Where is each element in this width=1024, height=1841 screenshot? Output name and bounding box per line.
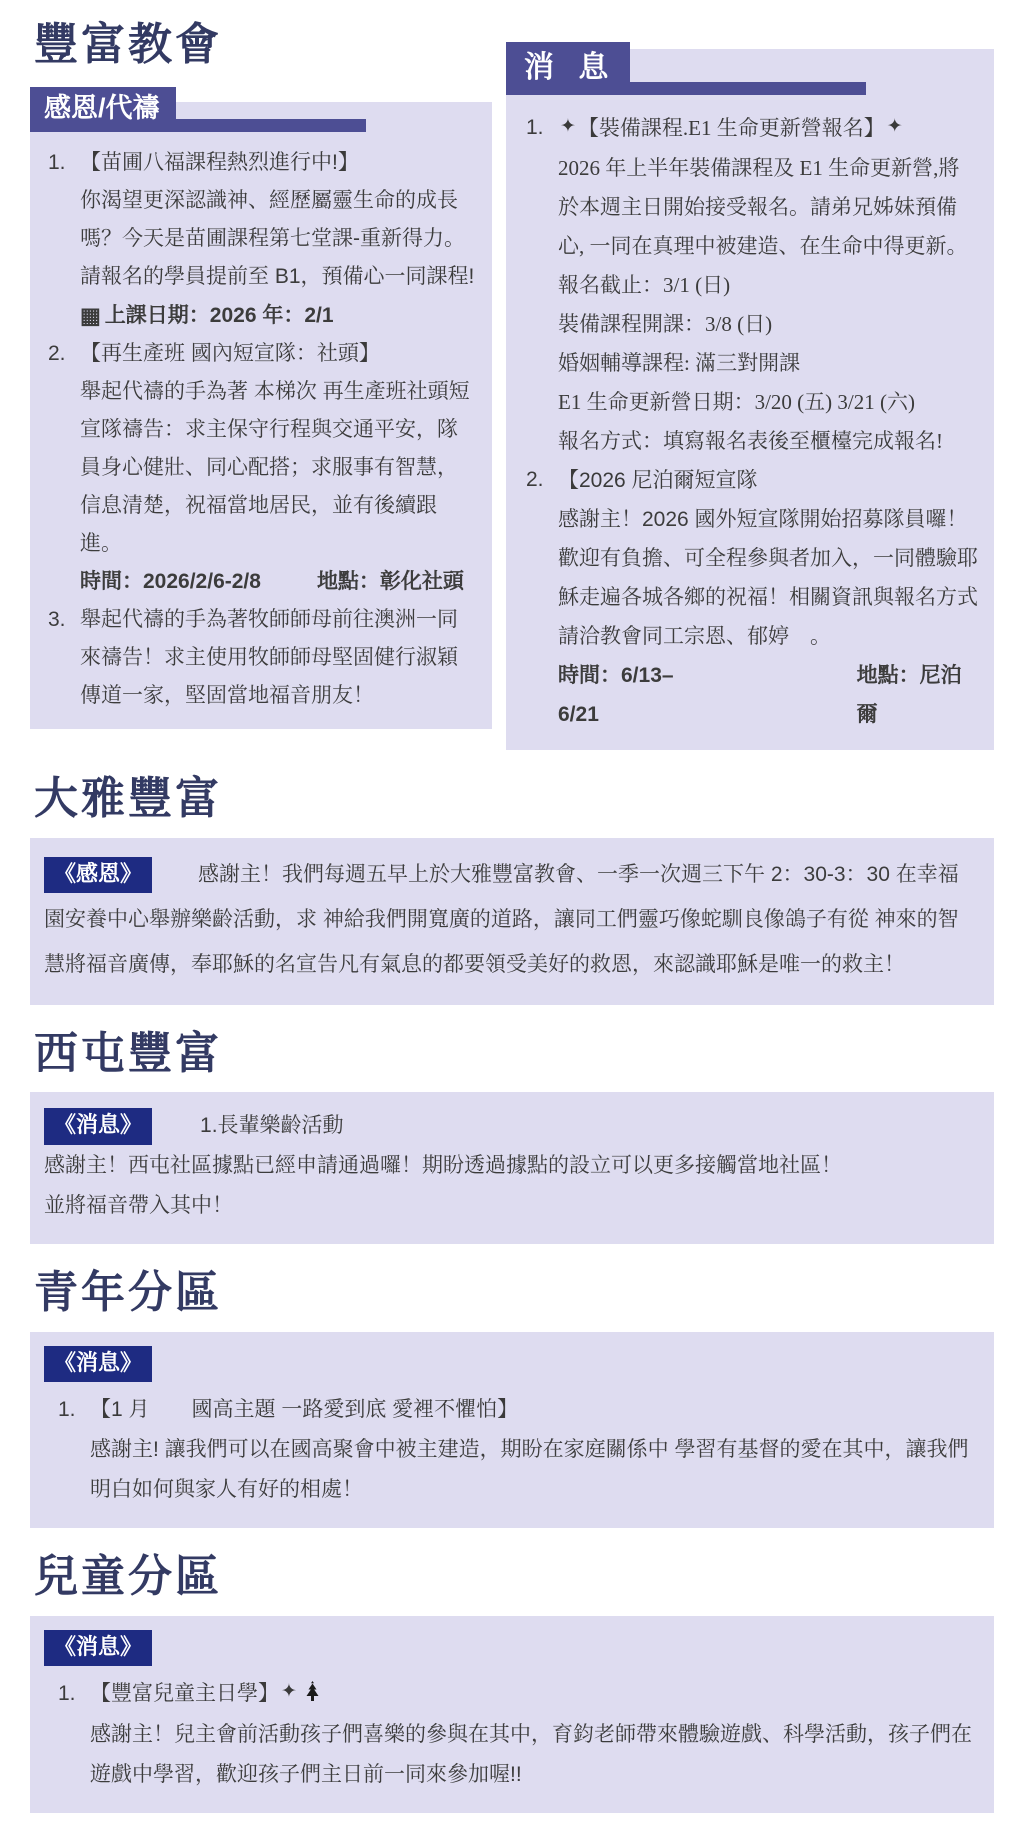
item-body: 舉起代禱的手為著 本梯次 再生產班社頭短宣隊禱告：求主保守行程與交通平安，隊員身心健壯、同心配搭；求服事有智慧，信息清楚，祝福當地居民，並有後續跟進。: [80, 380, 470, 556]
sparkles-icon: ✦: [560, 116, 576, 137]
section-title: 青年分區: [34, 1268, 222, 1318]
item-title-text: 【裝備課程.E1 生命更新營報名】: [577, 116, 885, 140]
news-header-row: [506, 42, 994, 95]
list-item: [44, 1674, 976, 1795]
christmas-tree-icon: [303, 1681, 322, 1703]
news-badge: 《消息》: [44, 1630, 152, 1666]
list-item: [512, 461, 982, 734]
item-number: 1.: [526, 116, 544, 139]
xitun-panel: [30, 1092, 994, 1244]
sparkles-icon: ✦: [281, 1681, 297, 1703]
item-number: 3.: [48, 608, 66, 632]
item-body: 感謝主！2026 國外短宣隊開始招募隊員囉！歡迎有負擔、可全程參與者加入，一同體驗耶穌走遍各城各鄉的祝福！相關資訊與報名方式請洽教會同工宗恩、郁婷 。: [558, 508, 978, 648]
thanks-panel: [30, 102, 492, 729]
calendar-icon: ▦: [80, 303, 101, 329]
item-title: [558, 109, 978, 149]
section-news: [506, 42, 994, 750]
list-item: [44, 1390, 976, 1510]
section-title: 兒童分區: [34, 1552, 222, 1602]
list-item: [512, 109, 982, 461]
thanks-header: 感恩/代禱: [30, 87, 176, 133]
youth-panel: [30, 1332, 994, 1528]
class-date-line: [80, 296, 478, 335]
item-number: 1.: [58, 1398, 76, 1422]
thanks-header-row: [30, 87, 492, 133]
detail-line: 報名方式：填寫報名表後至櫃檯完成報名!: [558, 429, 943, 453]
item-number: 1.: [58, 1682, 76, 1706]
schedule-time: 時間：2026/2/6-2/8: [80, 570, 261, 594]
list-item: [34, 601, 482, 715]
news-badge: 《消息》: [44, 1346, 152, 1382]
xitun-line: 並將福音帶入其中！: [44, 1194, 233, 1218]
item-title: 【1 月 國高主題 一路愛到底 愛裡不懼怕】: [90, 1398, 519, 1422]
xitun-lead: 1.長輩樂齡活動: [200, 1114, 344, 1138]
item-body: 你渴望更深認識神、經歷屬靈生命的成長嗎？今天是苗圃課程第七堂課-重新得力。請報名的學員提前至 B1，預備心一同課程!: [80, 189, 475, 289]
top-columns: [30, 20, 994, 750]
detail-line: 婚姻輔導課程: 滿三對開課: [558, 351, 801, 375]
daya-panel: [30, 838, 994, 1005]
sparkles-icon: ✦: [886, 116, 903, 137]
xitun-line: 感謝主！西屯社區據點已經申請通過囉！期盼透過據點的設立可以更多接觸當地社區！: [44, 1154, 842, 1178]
item-title: 【2026 尼泊爾短宣隊: [558, 469, 758, 492]
schedule-time: 時間：6/13–6/21: [558, 664, 674, 726]
item-body: 感謝主! 讓我們可以在國高聚會中被主建造，期盼在家庭關係中 學習有基督的愛在其中，讓我們明白如何與家人有好的相處！: [90, 1438, 969, 1502]
item-body: 2026 年上半年裝備課程及 E1 生命更新營,將於本週主日開始接受報名。請弟兄姊妹預備心, 一同在真理中被建造、在生命中得更新。: [558, 156, 968, 258]
item-number: 1.: [48, 151, 66, 175]
section-title: 大雅豐富: [34, 774, 222, 823]
item-title-text: 【豐富兒童主日學】: [90, 1682, 279, 1706]
item-body: 感謝主！兒主會前活動孩子們喜樂的參與在其中，育鈞老師帶來體驗遊戲、科學活動，孩子們在遊戲中學習，歡迎孩子們主日前一同來參加喔!!: [90, 1723, 972, 1787]
daya-body: 感謝主！我們每週五早上於大雅豐富教會、一季一次週三下午 2：30-3：30 在幸福園安養中心舉辦樂齡活動，求 神給我們開寬廣的道路，讓同工們靈巧像蛇馴良像鴿子有從 神來的智慧將福音廣傳，奉耶穌的名宣告凡有氣息的都要領受美好的救恩，來認識耶穌是唯一的救主！: [44, 862, 959, 976]
item-number: 2.: [48, 342, 66, 366]
news-header: 消 息: [506, 42, 630, 95]
section-youth: [30, 1268, 994, 1528]
item-number: 2.: [526, 468, 544, 491]
thanks-header-underline-bar: [176, 119, 366, 132]
schedule-line: [80, 563, 478, 601]
schedule-place: 地點：彰化社頭: [316, 570, 464, 594]
page-title: 豐富教會: [34, 20, 222, 69]
section-church: [30, 20, 492, 729]
item-title: 【苗圃八福課程熱烈進行中!】: [80, 151, 359, 175]
news-badge: 《消息》: [44, 1108, 152, 1144]
list-item: [34, 144, 482, 335]
schedule-line: [558, 656, 978, 734]
item-title: [90, 1674, 972, 1715]
thanks-badge: 《感恩》: [44, 857, 152, 893]
detail-line: 報名截止：3/1 (日): [558, 273, 731, 297]
class-date-text: 上課日期：2026 年：2/1: [104, 304, 334, 328]
news-header-underline-bar: [630, 82, 866, 95]
news-panel: [506, 49, 994, 750]
item-body: 舉起代禱的手為著牧師師母前往澳洲一同來禱告！求主使用牧師師母堅固健行淑穎傳道一家，堅固當地福音朋友！: [80, 608, 458, 708]
list-item: [34, 335, 482, 601]
detail-line: E1 生命更新營日期：3/20 (五) 3/21 (六): [558, 390, 915, 414]
section-xitun: [30, 1029, 994, 1245]
schedule-place: 地點：尼泊爾: [856, 664, 962, 726]
children-panel: [30, 1616, 994, 1813]
detail-line: 裝備課程開課：3/8 (日): [558, 312, 773, 336]
section-title: 西屯豐富: [34, 1028, 222, 1078]
section-daya: [30, 774, 994, 1005]
section-children: [30, 1552, 994, 1813]
item-title: 【再生產班 國內短宣隊：社頭】: [80, 342, 380, 366]
